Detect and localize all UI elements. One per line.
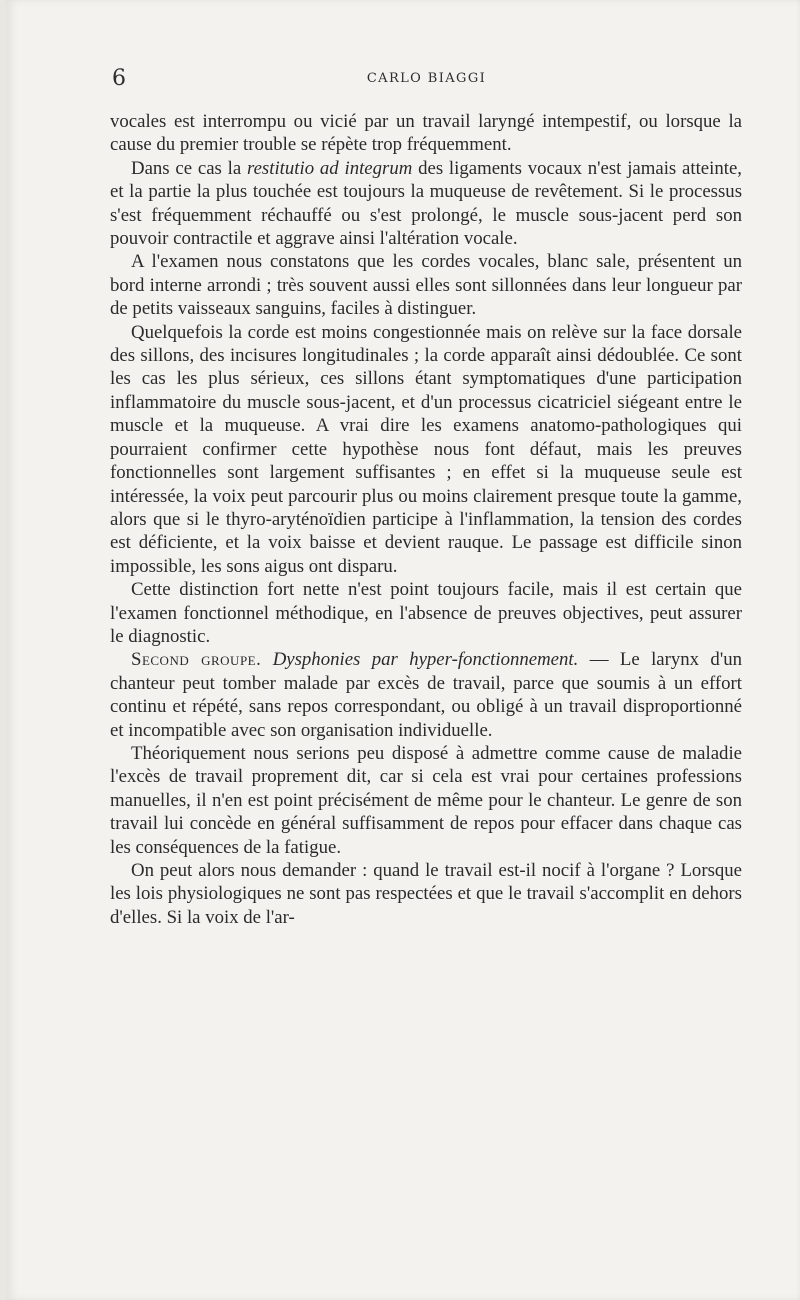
section-title: Dysphonies par hyper-fonctionnement. <box>272 649 579 671</box>
paragraph-2 <box>110 157 742 251</box>
page-number: 6 <box>112 66 126 91</box>
paragraph-8: On peut alors nous demander : quand le travail est-il nocif à l'organe ? Lorsque les lois physiologiques ne sont pas respectées et que le travail s'accomplit en dehors d'elles. Si la voix de l'ar- <box>110 860 742 928</box>
section-label: Second groupe. <box>131 649 262 671</box>
paragraph-1: vocales est interrompu ou vicié par un travail laryngé intempestif, ou lorsque la cause du premier trouble se répète trop fréquemment. <box>110 111 742 156</box>
paragraph-4: Quelquefois la corde est moins congestionnée mais on relève sur la face dorsale des sillons, des incisures longitudinales ; la corde apparaît ainsi dédoublée. Ce sont les cas les plus sérieux, ces sillons étant symptomatiques d'une participation inflammatoire du muscle sous-jacent, et d'un processus cicatriciel siégeant entre le muscle et la muqueuse. A vrai dire les examens anatomo-pathologiques qui pourraient confirmer cette hypothèse nous font défaut, mais les preuves fonctionnelles sont largement suffisantes ; en effet si la muqueuse seule est intéressée, la voix peut parcourir plus ou moins clairement presque toute la gamme, alors que si le thyro-aryténoïdien participe à l'inflammation, la tension des cordes est déficiente, et la voix baisse et devient rauque. Le passage est difficile sinon impossible, les sons aigus ont disparu. <box>110 321 742 577</box>
running-head: CARLO BIAGGI <box>366 71 487 86</box>
paragraph-2-rest: des ligaments vocaux n'est jamais atteinte, et la partie la plus touchée est toujours la muqueuse de revêtement. Si le processus s'est fréquemment réchauffé ou s'est prolongé, le muscle sous-jacent perd son pouvoir contractile et aggrave ainsi l'altération vocale. <box>110 157 742 250</box>
paragraph-3: A l'examen nous constatons que les cordes vocales, blanc sale, présentent un bord interne arrondi ; très souvent aussi elles sont sillonnées dans leur longueur par de petits vaisseaux sanguins, faciles à distinguer. <box>110 251 742 320</box>
paragraph-7: Théoriquement nous serions peu disposé à admettre comme cause de maladie l'excès de travail proprement dit, car si cela est vrai pour certaines professions manuelles, il n'en est point précisément de même pour le chanteur. Le genre de son travail lui concède en général suffisamment de repos pour effacer dans chaque cas les conséquences de la fatigue. <box>110 742 742 858</box>
paragraph-6-rest: — Le larynx d'un chanteur peut tomber malade par excès de travail, parce que soumis à un effort continu et répété, sans repos correspondant, ou obligé à un travail disproportionné et incompatible avec son organisation individuelle. <box>110 649 742 741</box>
page-header <box>112 66 741 96</box>
book-page <box>6 0 800 1300</box>
paragraph-5: Cette distinction fort nette n'est point toujours facile, mais il est certain que l'examen fonctionnel méthodique, en l'absence de preuves objectives, peut assurer le diagnostic. <box>110 579 742 647</box>
body-text <box>110 110 742 929</box>
paragraph-6 <box>110 648 742 742</box>
latin-phrase: restitutio ad integrum <box>246 157 413 179</box>
paragraph-2-lead: Dans ce cas la <box>131 157 247 179</box>
